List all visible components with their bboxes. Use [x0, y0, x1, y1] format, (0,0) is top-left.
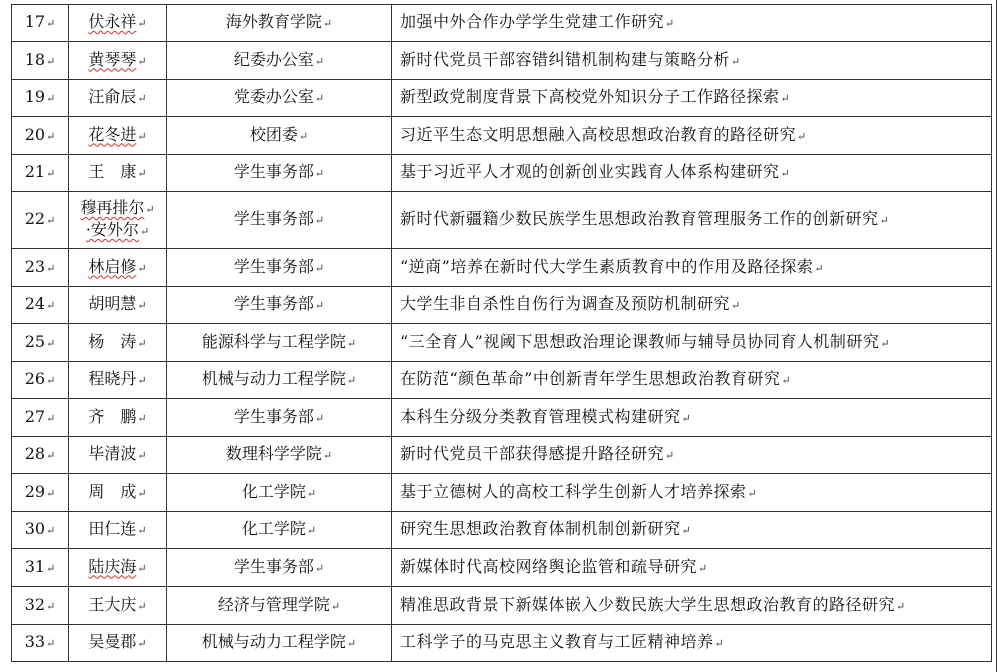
department-cell — [167, 474, 392, 512]
project-title: 加强中外合作办学学生党建工作研究 — [400, 12, 665, 31]
row-number: 26 — [24, 369, 46, 388]
row-number: 31 — [24, 556, 46, 576]
table-row — [12, 287, 992, 324]
row-number-cell — [12, 80, 69, 117]
person-name: 胡明慧 — [88, 294, 137, 313]
paragraph-mark: ↵ — [814, 261, 825, 275]
project-title: 工科学子的马克思主义教育与工匠精神培养 — [400, 632, 714, 651]
table-row — [12, 324, 992, 362]
paragraph-mark: ↵ — [314, 92, 325, 105]
paragraph-mark: ↵ — [137, 561, 147, 575]
department-name: 党委办公室 — [233, 87, 314, 106]
project-title-cell — [392, 437, 992, 474]
paragraph-mark: ↵ — [137, 261, 147, 275]
person-name: 花冬进 — [88, 124, 137, 144]
name-cell — [69, 549, 167, 587]
project-title: 新型政党制度背景下高校党外知识分子工作路径探索 — [400, 87, 780, 106]
paragraph-mark: ↵ — [46, 261, 56, 275]
department-cell — [167, 5, 392, 42]
department-cell — [167, 80, 392, 117]
row-number-cell — [12, 155, 69, 192]
person-name: 齐 鹏 — [88, 406, 137, 426]
row-number-cell — [12, 625, 69, 662]
row-number: 33 — [24, 632, 46, 651]
department-cell — [167, 399, 392, 437]
name-cell — [69, 192, 167, 249]
paragraph-mark: ↵ — [46, 599, 56, 613]
department-cell — [167, 362, 392, 399]
paragraph-mark: ↵ — [781, 374, 792, 387]
department-name: 学生事务部 — [233, 256, 314, 276]
paragraph-mark: ↵ — [137, 449, 147, 462]
paragraph-mark: ↵ — [46, 214, 56, 227]
person-name: 汪俞辰 — [88, 87, 137, 106]
table-row — [12, 5, 992, 42]
row-number-cell — [12, 192, 69, 249]
table-row — [12, 249, 992, 287]
department-name: 学生事务部 — [233, 162, 314, 181]
row-number-cell — [12, 5, 69, 42]
table-row — [12, 399, 992, 437]
paragraph-mark: ↵ — [46, 524, 56, 537]
paragraph-mark: ↵ — [46, 167, 56, 180]
project-title-cell — [392, 587, 992, 625]
paragraph-mark: ↵ — [330, 599, 341, 613]
row-number-cell — [12, 324, 69, 362]
row-number-cell — [12, 512, 69, 549]
department-name: 校团委 — [249, 124, 298, 144]
project-title-cell — [392, 362, 992, 399]
paragraph-mark: ↵ — [880, 336, 891, 350]
paragraph-mark: ↵ — [46, 561, 56, 575]
department-name: 学生事务部 — [233, 406, 314, 426]
paragraph-mark: ↵ — [780, 92, 791, 105]
project-title: 新时代党员干部容错纠错机制构建与策略分析 — [400, 49, 731, 69]
project-title: 本科生分级分类教育管理模式构建研究 — [400, 406, 681, 426]
row-number-cell — [12, 117, 69, 155]
paragraph-mark: ↵ — [714, 637, 725, 650]
table-row — [12, 437, 992, 474]
row-number: 18 — [24, 49, 46, 69]
paragraph-mark: ↵ — [698, 561, 708, 575]
row-number: 20 — [24, 124, 46, 144]
page-edge-line — [996, 0, 997, 672]
paragraph-mark: ↵ — [145, 203, 155, 216]
department-cell — [167, 437, 392, 474]
paragraph-mark: ↵ — [46, 17, 56, 30]
project-title-cell — [392, 399, 992, 437]
table-row — [12, 512, 992, 549]
project-title-cell — [392, 625, 992, 662]
paragraph-mark: ↵ — [314, 561, 325, 575]
name-cell — [69, 625, 167, 662]
row-number: 19 — [24, 87, 46, 106]
row-number: 23 — [24, 256, 46, 276]
department-cell — [167, 192, 392, 249]
table-row — [12, 625, 992, 662]
paragraph-mark: ↵ — [747, 486, 758, 500]
row-number-cell — [12, 249, 69, 287]
person-name: 陆庆海 — [88, 556, 137, 576]
project-title: 大学生非自杀性自伤行为调查及预防机制研究 — [400, 294, 731, 313]
project-title-cell — [392, 5, 992, 42]
paragraph-mark: ↵ — [137, 411, 147, 425]
row-number: 22 — [24, 209, 46, 228]
paragraph-mark: ↵ — [314, 299, 325, 312]
department-name: 学生事务部 — [233, 209, 314, 228]
paragraph-mark: ↵ — [137, 486, 147, 500]
project-title-cell — [392, 512, 992, 549]
paragraph-mark: ↵ — [346, 336, 357, 350]
person-name: 王大庆 — [88, 594, 137, 614]
table-row — [12, 587, 992, 625]
paragraph-mark: ↵ — [797, 129, 807, 143]
paragraph-mark: ↵ — [137, 524, 147, 537]
table-row — [12, 155, 992, 192]
department-cell — [167, 625, 392, 662]
project-title-cell — [392, 80, 992, 117]
row-number: 29 — [24, 481, 46, 501]
department-cell — [167, 287, 392, 324]
paragraph-mark: ↵ — [46, 374, 56, 387]
row-number-cell — [12, 437, 69, 474]
department-name: 化工学院 — [241, 481, 306, 501]
project-title: 新时代党员干部获得感提升路径研究 — [400, 444, 665, 463]
table-row — [12, 42, 992, 80]
project-title: 新时代新疆籍少数民族学生思想政治教育管理服务工作的创新研究 — [400, 209, 879, 228]
project-title: 基于习近平人才观的创新创业实践育人体系构建研究 — [400, 162, 780, 181]
paragraph-mark: ↵ — [731, 54, 741, 68]
project-title: 新媒体时代高校网络舆论监管和疏导研究 — [400, 556, 698, 576]
name-text-line-1: 穆再排尔 — [80, 198, 145, 217]
department-name: 化工学院 — [241, 519, 306, 538]
paragraph-mark: ↵ — [137, 129, 147, 143]
paragraph-mark: ↵ — [306, 524, 317, 537]
row-number-cell — [12, 474, 69, 512]
name-text-line-2: ·安外尔 — [85, 220, 139, 239]
department-name: 机械与动力工程学院 — [201, 632, 346, 651]
row-number: 17 — [24, 12, 46, 31]
paragraph-mark: ↵ — [314, 261, 325, 275]
table-row — [12, 549, 992, 587]
row-number: 27 — [24, 406, 46, 426]
paragraph-mark: ↵ — [46, 637, 56, 650]
row-number-cell — [12, 399, 69, 437]
paragraph-mark: ↵ — [137, 599, 147, 613]
paragraph-mark: ↵ — [137, 167, 147, 180]
name-cell — [69, 587, 167, 625]
department-cell — [167, 512, 392, 549]
row-number-cell — [12, 287, 69, 324]
department-name: 经济与管理学院 — [217, 594, 330, 614]
paragraph-mark: ↵ — [665, 17, 675, 30]
paragraph-mark: ↵ — [46, 299, 56, 312]
project-title-cell — [392, 549, 992, 587]
row-number: 28 — [24, 444, 46, 463]
department-cell — [167, 42, 392, 80]
paragraph-mark: ↵ — [896, 599, 906, 613]
person-name: 王 康 — [88, 162, 137, 181]
paragraph-mark: ↵ — [46, 411, 56, 425]
project-title: 精准思政背景下新媒体嵌入少数民族大学生思想政治教育的路径研究 — [400, 594, 896, 614]
paragraph-mark: ↵ — [137, 17, 147, 30]
name-cell — [69, 512, 167, 549]
name-line-2 — [69, 220, 166, 242]
paragraph-mark: ↵ — [46, 336, 56, 350]
name-cell — [69, 249, 167, 287]
name-cell — [69, 399, 167, 437]
table-row — [12, 474, 992, 512]
department-cell — [167, 249, 392, 287]
paragraph-mark: ↵ — [346, 637, 357, 650]
person-name: 田仁连 — [88, 519, 137, 538]
paragraph-mark: ↵ — [681, 411, 692, 425]
department-name: 数理科学学院 — [225, 444, 322, 463]
project-title: 研究生思想政治教育体制机制创新研究 — [400, 519, 681, 538]
person-name: 毕清波 — [88, 444, 137, 463]
person-name: 伏永祥 — [88, 12, 137, 31]
person-name: 杨 涛 — [88, 331, 137, 351]
paragraph-mark: ↵ — [665, 449, 675, 462]
project-title-cell — [392, 249, 992, 287]
paragraph-mark: ↵ — [681, 524, 692, 537]
paragraph-mark: ↵ — [314, 214, 325, 227]
department-name: 学生事务部 — [233, 556, 314, 576]
paragraph-mark: ↵ — [731, 299, 741, 312]
paragraph-mark: ↵ — [137, 299, 147, 312]
paragraph-mark: ↵ — [879, 214, 890, 227]
paragraph-mark: ↵ — [139, 225, 150, 238]
row-number-cell — [12, 587, 69, 625]
project-title-cell — [392, 117, 992, 155]
project-title-cell — [392, 192, 992, 249]
paragraph-mark: ↵ — [314, 167, 325, 180]
paragraph-mark: ↵ — [46, 486, 56, 500]
project-title: 基于立德树人的高校工科学生创新人才培养探索 — [400, 481, 747, 501]
project-title: 在防范“颜色革命”中创新青年学生思想政治教育研究 — [400, 369, 781, 388]
table-row — [12, 117, 992, 155]
name-cell — [69, 362, 167, 399]
department-name: 纪委办公室 — [233, 49, 314, 69]
person-name: 黄琴琴 — [88, 49, 137, 69]
department-name: 能源科学与工程学院 — [201, 331, 346, 351]
row-number-cell — [12, 42, 69, 80]
paragraph-mark: ↵ — [306, 486, 317, 500]
paragraph-mark: ↵ — [314, 411, 325, 425]
person-name: 林启修 — [88, 256, 137, 276]
project-title-cell — [392, 287, 992, 324]
row-number-cell — [12, 549, 69, 587]
name-line-1 — [69, 198, 166, 220]
department-name: 海外教育学院 — [225, 12, 322, 31]
table-row — [12, 80, 992, 117]
department-name: 机械与动力工程学院 — [201, 369, 346, 388]
department-cell — [167, 549, 392, 587]
project-title-cell — [392, 474, 992, 512]
project-table-body — [12, 5, 992, 662]
department-cell — [167, 324, 392, 362]
name-cell — [69, 42, 167, 80]
paragraph-mark: ↵ — [322, 17, 333, 30]
name-cell — [69, 117, 167, 155]
row-number: 32 — [24, 594, 46, 614]
name-cell — [69, 437, 167, 474]
paragraph-mark: ↵ — [46, 92, 56, 105]
paragraph-mark: ↵ — [298, 129, 309, 143]
department-name: 学生事务部 — [233, 294, 314, 313]
project-title-cell — [392, 324, 992, 362]
paragraph-mark: ↵ — [46, 129, 56, 143]
person-name: 吴曼郡 — [88, 632, 137, 651]
row-number: 30 — [24, 519, 46, 538]
name-cell — [69, 80, 167, 117]
project-title: 习近平生态文明思想融入高校思想政治教育的路径研究 — [400, 124, 797, 144]
paragraph-mark: ↵ — [137, 54, 147, 68]
name-cell — [69, 155, 167, 192]
row-number: 24 — [24, 294, 46, 313]
project-title: “三全育人”视阈下思想政治理论课教师与辅导员协同育人机制研究 — [400, 331, 880, 351]
name-cell — [69, 287, 167, 324]
paragraph-mark: ↵ — [137, 374, 147, 387]
paragraph-mark: ↵ — [322, 449, 333, 462]
project-title: “逆商”培养在新时代大学生素质教育中的作用及路径探索 — [400, 256, 814, 276]
project-title-cell — [392, 42, 992, 80]
table-row — [12, 192, 992, 249]
paragraph-mark: ↵ — [780, 167, 791, 180]
paragraph-mark: ↵ — [137, 92, 147, 105]
department-cell — [167, 117, 392, 155]
paragraph-mark: ↵ — [137, 637, 147, 650]
person-name: 程晓丹 — [88, 369, 137, 388]
table-row — [12, 362, 992, 399]
row-number-cell — [12, 362, 69, 399]
name-cell — [69, 474, 167, 512]
paragraph-mark: ↵ — [314, 54, 325, 68]
name-cell — [69, 5, 167, 42]
person-name: 周 成 — [88, 481, 137, 501]
row-number: 25 — [24, 331, 46, 351]
row-number: 21 — [24, 162, 46, 181]
name-cell — [69, 324, 167, 362]
paragraph-mark: ↵ — [346, 374, 357, 387]
paragraph-mark: ↵ — [46, 54, 56, 68]
project-table — [11, 4, 992, 662]
department-cell — [167, 587, 392, 625]
project-title-cell — [392, 155, 992, 192]
paragraph-mark: ↵ — [46, 449, 56, 462]
department-cell — [167, 155, 392, 192]
paragraph-mark: ↵ — [137, 336, 147, 350]
